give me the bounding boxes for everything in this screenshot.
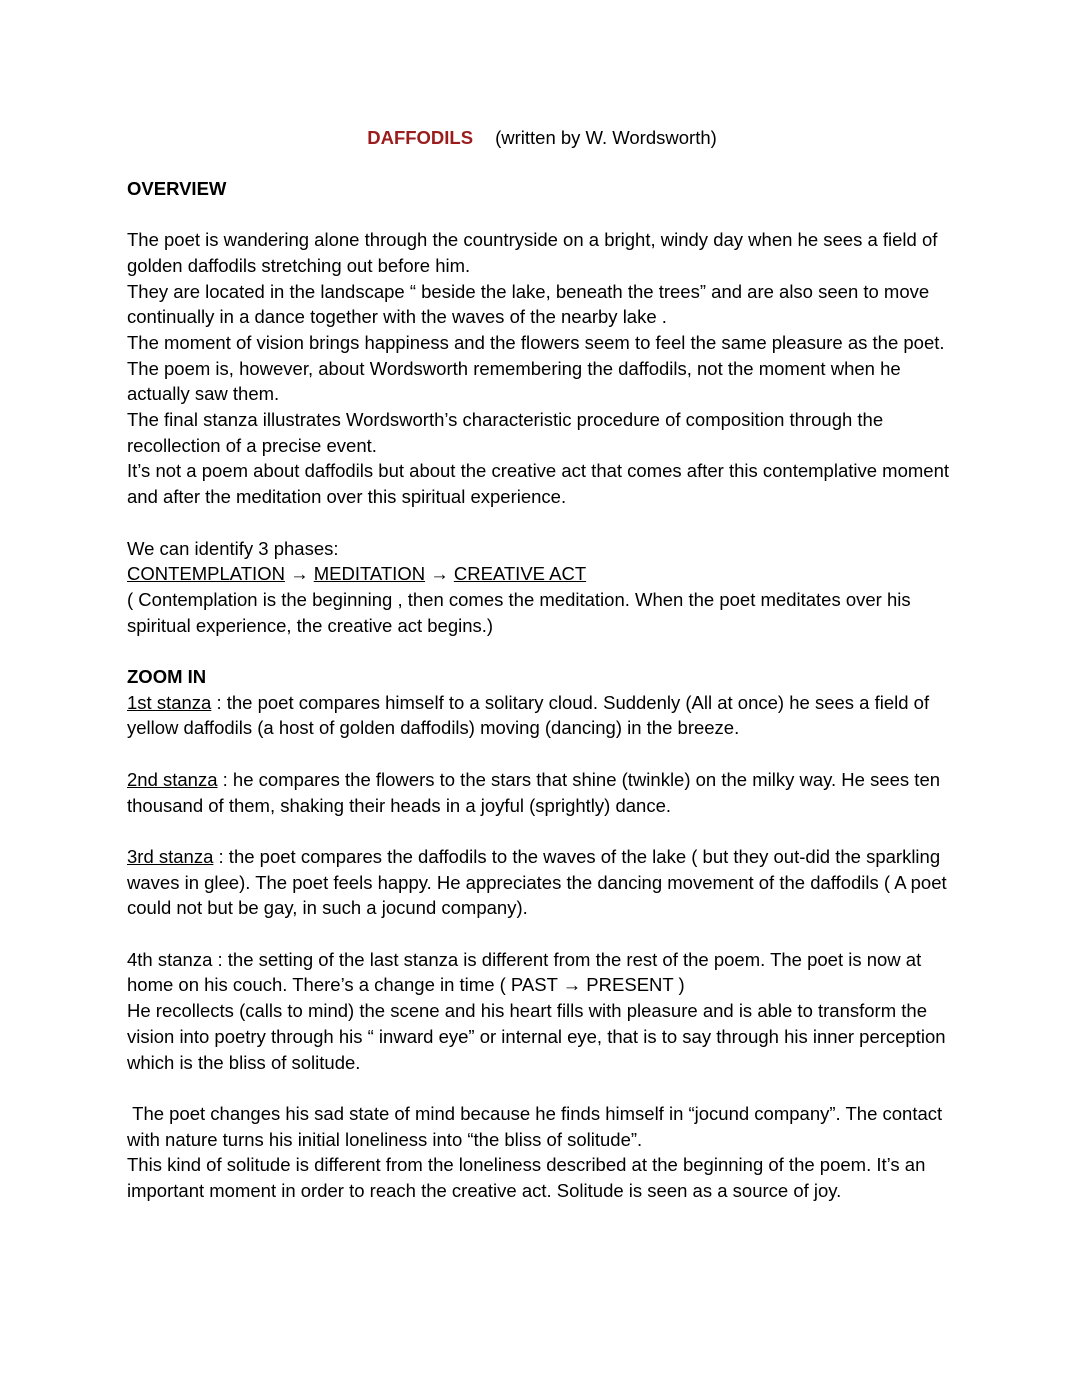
overview-paragraph: The final stanza illustrates Wordsworth’s characteristic procedure of composition through the recollection of a precise event. [127,409,884,456]
conclusion-paragraph: The poet changes his sad state of mind because he finds himself in “jocund company”. The contact with nature turns his initial loneliness into “the bliss of solitude”. [127,1102,948,1150]
overview-paragraph: They are located in the landscape “ beside the lake, beneath the trees” and are also seen to move continually in a dance together with the waves of the nearby lake . [127,280,930,328]
stanza-3-paragraph [127,844,957,921]
spacer [127,818,957,844]
stanza-1-text: : the poet compares himself to a solitary cloud. Suddenly (All at once) he sees a field of yellow daffodils (a host of golden daffodils) moving (dancing) in the breeze. [127,691,930,739]
phases-intro: We can identify 3 phases: [127,537,339,559]
spacer [127,510,957,536]
spacer [127,921,957,947]
phases-note: ( Contemplation is the beginning , then comes the meditation. When the poet meditates over his spiritual experience, the creative act begins.) [127,588,911,636]
arrow-icon: → [430,563,449,585]
overview-paragraph: The moment of vision brings happiness and the flowers seem to feel the same pleasure as the poet. [127,331,945,353]
phase-contemplation: CONTEMPLATION [127,563,285,585]
stanza-1-label: 1st stanza [127,691,212,713]
arrow-icon: → [290,563,309,585]
stanza-3-text: : the poet compares the daffodils to the waves of the lake ( but they out-did the sparkling waves in glee). The poet feels happy. He appreciates the dancing movement of the daffodils ( A poet could not but be gay, in such a jocund company). [127,845,947,919]
overview-paragraph: The poem is, however, about Wordsworth remembering the daffodils, not the moment when he actually saw them. [127,357,901,405]
conclusion-paragraph: This kind of solitude is different from the loneliness described at the beginning of the poem. It’s an important moment in order to reach the creative act. Solitude is seen as a source of joy. [127,1154,926,1202]
poem-author: (written by W. Wordsworth) [495,127,717,148]
overview-paragraph: It’s not a poem about daffodils but about the creative act that comes after this contemplative moment and after the meditation over this spiritual experience. [127,460,950,508]
poem-title: DAFFODILS [367,127,474,148]
phase-creative-act: CREATIVE ACT [453,563,587,585]
title-line [127,125,957,151]
stanza-2-text: : he compares the flowers to the stars that shine (twinkle) on the milky way. He sees ten thousand of them, shaking their heads in a joyful (sprightly) dance. [127,768,941,816]
overview-heading: OVERVIEW [127,177,227,199]
zoom-in-heading: ZOOM IN [127,666,207,688]
phase-meditation: MEDITATION [313,563,426,585]
spacer [127,1075,957,1101]
phases-sequence [127,561,957,587]
document-page [127,125,957,1204]
stanza-2-paragraph [127,767,957,818]
stanza-4-paragraph-2: He recollects (calls to mind) the scene and his heart fills with pleasure and is able to transform the vision into poetry through his “ inward eye” or internal eye, that is to say through his inner perception which is the bliss of solitude. [127,1000,946,1073]
stanza-1-paragraph [127,690,957,741]
stanza-2-label: 2nd stanza [127,768,218,790]
overview-paragraph: The poet is wandering alone through the countryside on a bright, windy day when he sees a field of golden daffodils stretching out before him. [127,229,938,276]
spacer [127,741,957,767]
stanza-4-paragraph: 4th stanza : the setting of the last stanza is different from the rest of the poem. The poet is now at home on his couch. There’s a change in time ( PAST → PRESENT ) [127,948,922,996]
stanza-3-label: 3rd stanza [127,845,214,867]
spacer [127,638,957,664]
spacer [127,201,957,227]
